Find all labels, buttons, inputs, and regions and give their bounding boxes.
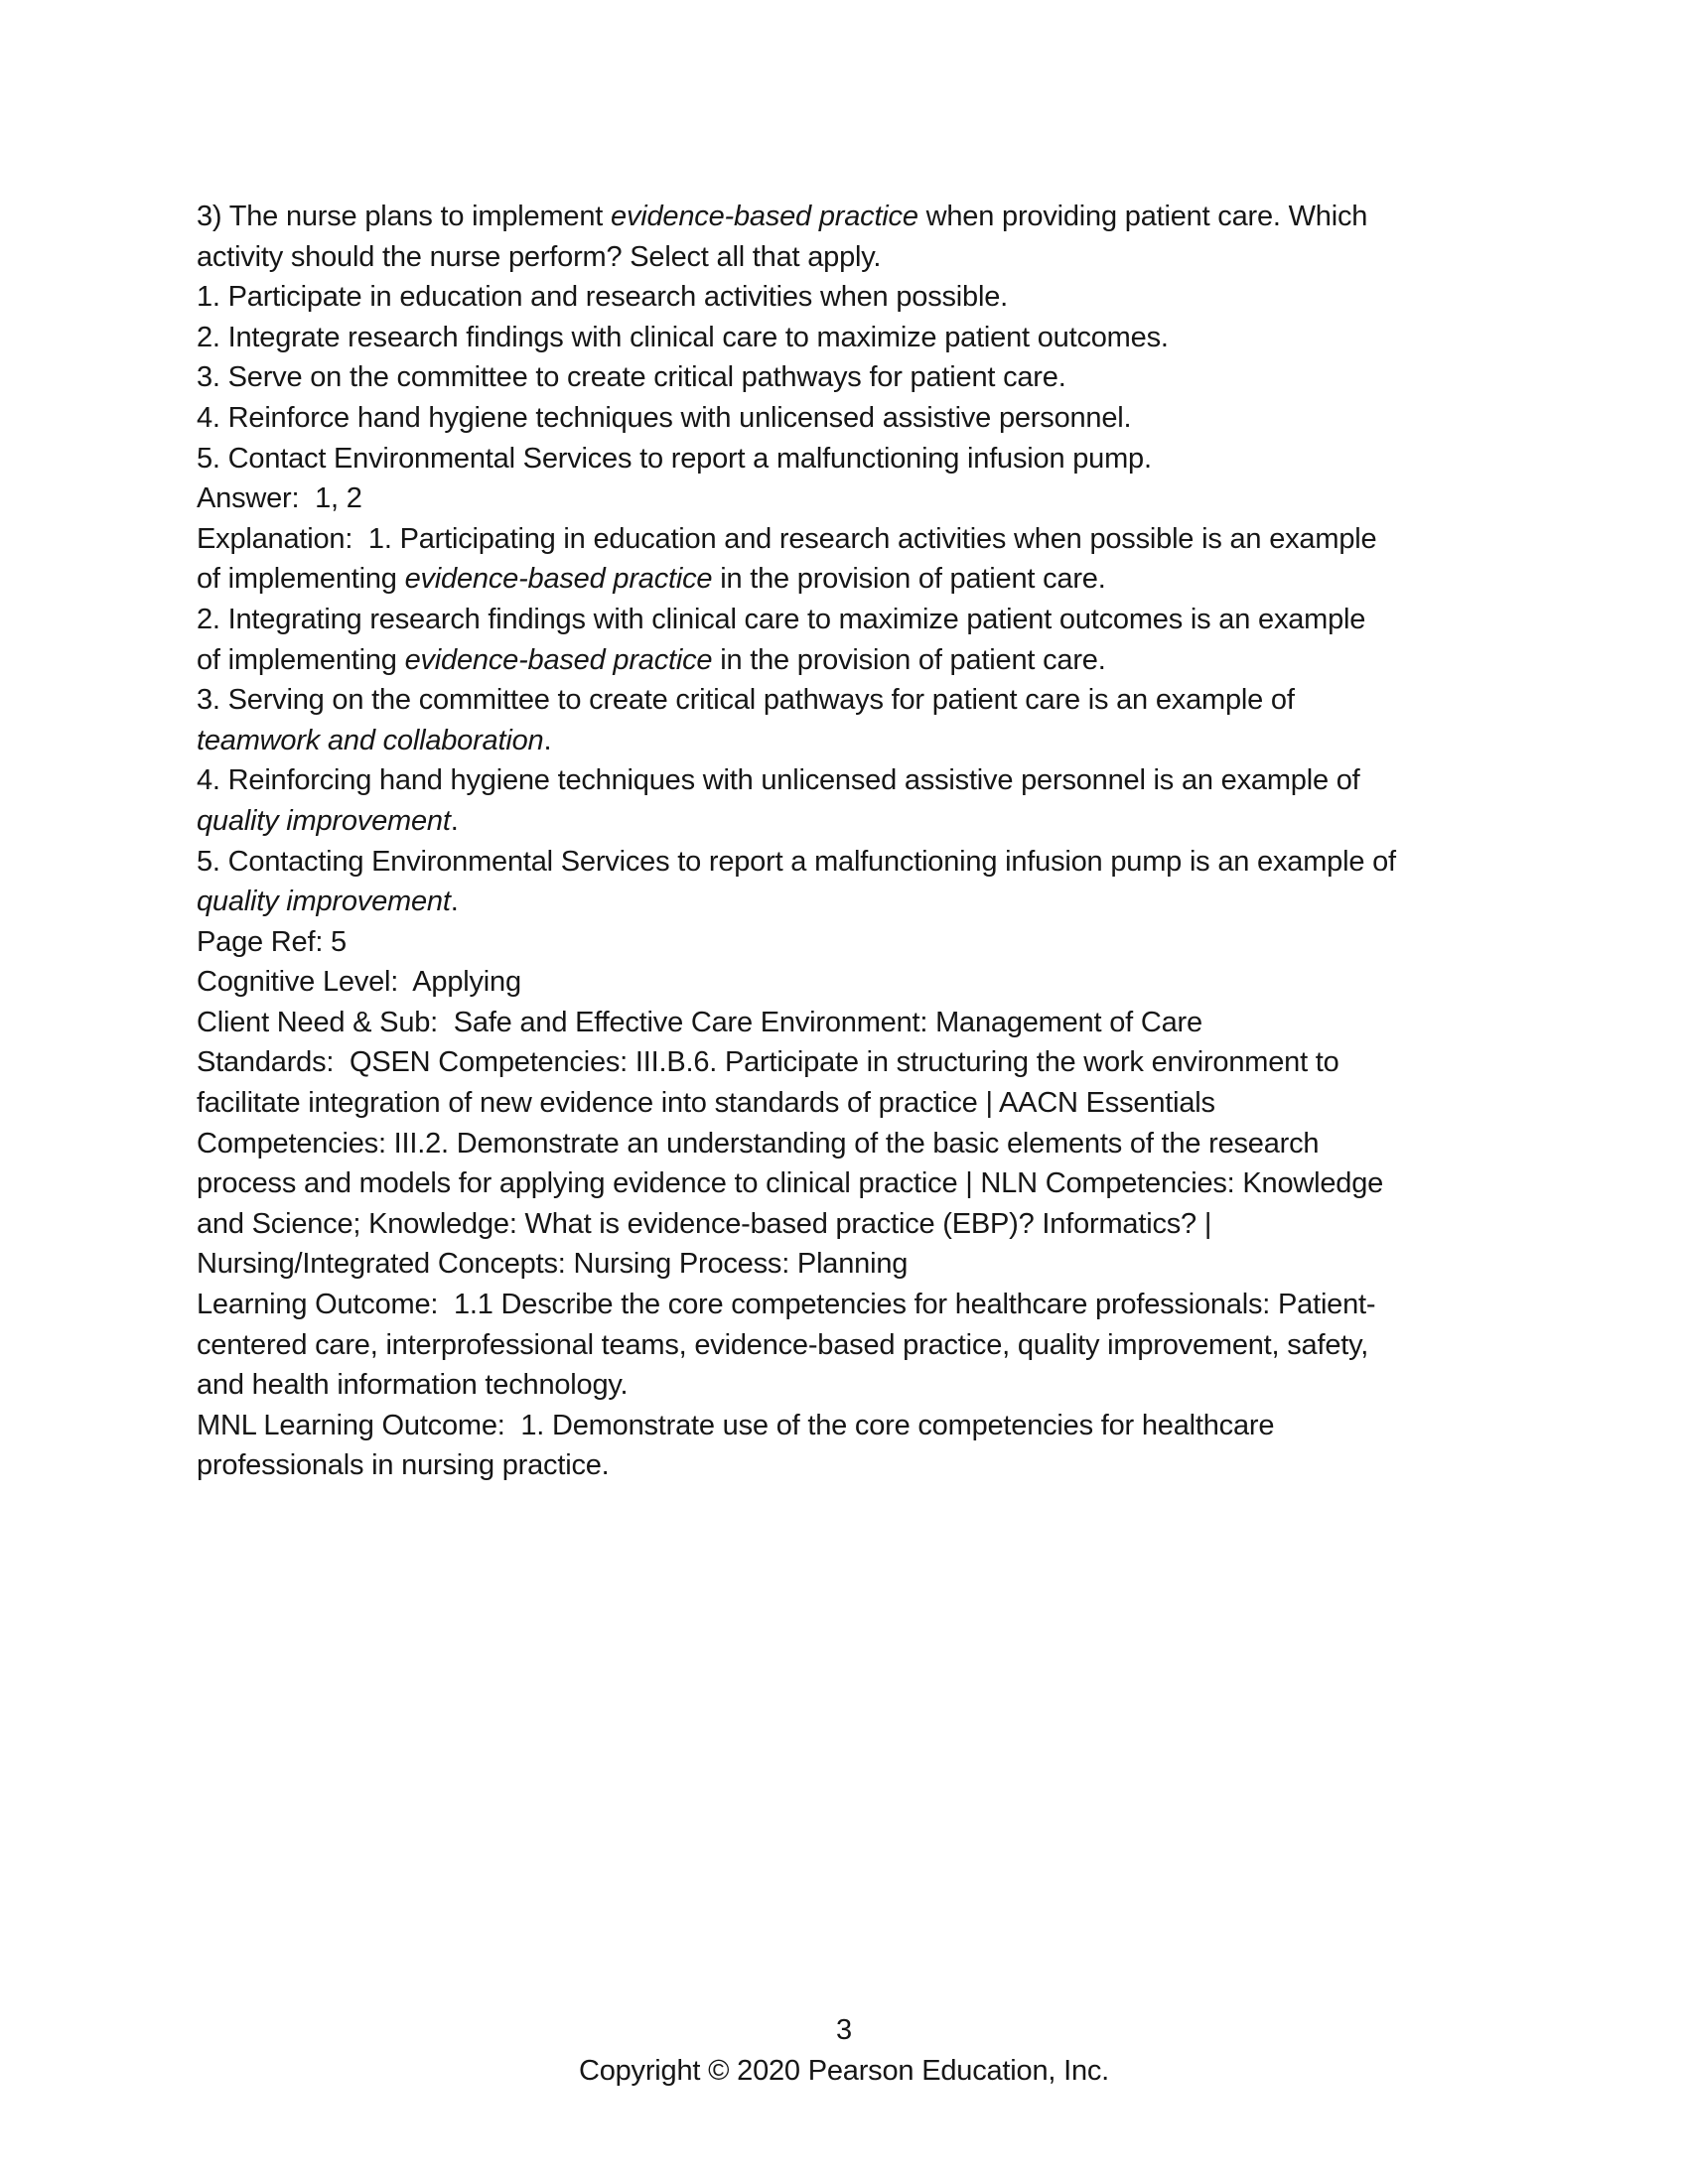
- text-run: 1. Participate in education and research activities when possible.: [197, 281, 1008, 314]
- text-line: [197, 1163, 1597, 1204]
- text-run: 3. Serving on the committee to create critical pathways for patient care is an example of: [197, 684, 1295, 717]
- text-run: MNL Learning Outcome: 1. Demonstrate use of the core competencies for healthcare: [197, 1409, 1275, 1441]
- text-line: [197, 237, 1597, 278]
- text-run: centered care, interprofessional teams, evidence-based practice, quality improvement, safety,: [197, 1328, 1369, 1361]
- text-line: [197, 398, 1597, 439]
- text-line: [197, 1003, 1597, 1043]
- text-run: 2. Integrating research findings with clinical care to maximize patient outcomes is an example: [197, 603, 1366, 635]
- text-line: [197, 1325, 1597, 1366]
- text-run: in the provision of patient care.: [712, 643, 1106, 676]
- text-run: 4. Reinforcing hand hygiene techniques with unlicensed assistive personnel is an example of: [197, 764, 1360, 797]
- text-run: of implementing: [197, 643, 405, 676]
- text-run: professionals in nursing practice.: [197, 1449, 610, 1482]
- text-line: [197, 1365, 1597, 1406]
- text-run: 3. Serve on the committee to create critical pathways for patient care.: [197, 361, 1066, 394]
- text-run: in the provision of patient care.: [712, 563, 1106, 596]
- text-line: [197, 760, 1597, 801]
- text-line: [197, 318, 1597, 358]
- text-run: Explanation: 1. Participating in education and research activities when possible is an example: [197, 522, 1377, 555]
- text-line: [197, 721, 1597, 761]
- text-run: .: [450, 886, 459, 918]
- text-run: process and models for applying evidence to clinical practice | NLN Competencies: Knowledge: [197, 1167, 1384, 1200]
- text-run: and health information technology.: [197, 1369, 629, 1402]
- text-run: .: [543, 724, 552, 756]
- text-run: 5. Contact Environmental Services to report a malfunctioning infusion pump.: [197, 442, 1152, 475]
- italic-text-run: evidence-based practice: [611, 201, 918, 232]
- text-line: [197, 559, 1597, 600]
- text-line: [197, 801, 1597, 842]
- text-run: Standards: QSEN Competencies: III.B.6. Participate in structuring the work environment to: [197, 1046, 1339, 1079]
- text-line: [197, 439, 1597, 479]
- text-line: [197, 962, 1597, 1003]
- italic-text-run: quality improvement: [197, 886, 451, 918]
- italic-text-run: quality improvement: [197, 804, 451, 837]
- text-line: [197, 842, 1597, 883]
- question-text-block: [197, 197, 1597, 1486]
- text-line: [197, 1445, 1597, 1486]
- italic-text-run: evidence-based practice: [404, 563, 713, 596]
- text-line: [197, 277, 1597, 318]
- text-line: [197, 1124, 1597, 1164]
- text-line: [197, 478, 1597, 519]
- text-run: 2. Integrate research findings with clinical care to maximize patient outcomes.: [197, 321, 1169, 353]
- text-run: of implementing: [197, 563, 405, 596]
- text-line: [197, 357, 1597, 398]
- text-run: activity should the nurse perform? Select all that apply.: [197, 240, 882, 273]
- text-line: [197, 1406, 1597, 1446]
- text-run: Learning Outcome: 1.1 Describe the core competencies for healthcare professionals: Patient-: [197, 1289, 1376, 1321]
- text-line: [197, 1285, 1597, 1325]
- text-line: [197, 600, 1597, 640]
- text-run: Client Need & Sub: Safe and Effective Care Environment: Management of Care: [197, 1006, 1202, 1038]
- text-run: .: [450, 804, 459, 837]
- page-footer: [0, 2010, 1688, 2091]
- text-run: Answer: 1, 2: [197, 482, 362, 515]
- text-run: facilitate integration of new evidence into standards of practice | AACN Essentials: [197, 1087, 1215, 1120]
- text-run: 5. Contacting Environmental Services to report a malfunctioning infusion pump is an example of: [197, 845, 1396, 878]
- text-line: [197, 1204, 1597, 1245]
- italic-text-run: evidence-based practice: [404, 643, 713, 676]
- text-line: [197, 1042, 1597, 1083]
- text-run: Page Ref: 5: [197, 925, 347, 958]
- text-run: Nursing/Integrated Concepts: Nursing Process: Planning: [197, 1248, 909, 1281]
- text-run: when providing patient care. Which: [917, 201, 1368, 232]
- copyright-line: Copyright © 2020 Pearson Education, Inc.: [578, 2054, 1110, 2087]
- text-line: [197, 197, 1597, 237]
- text-line: [197, 922, 1597, 963]
- text-line: [197, 882, 1597, 922]
- text-line: [197, 1083, 1597, 1124]
- text-line: [197, 680, 1597, 721]
- italic-text-run: teamwork and collaboration: [197, 724, 544, 756]
- page-number: 3: [836, 2014, 852, 2046]
- text-run: Competencies: III.2. Demonstrate an understanding of the basic elements of the research: [197, 1127, 1320, 1160]
- text-line: [197, 519, 1597, 560]
- text-run: 4. Reinforce hand hygiene techniques with unlicensed assistive personnel.: [197, 401, 1132, 434]
- text-line: [197, 1244, 1597, 1285]
- text-run: and Science; Knowledge: What is evidence-based practice (EBP)? Informatics? |: [197, 1207, 1212, 1240]
- text-run: Cognitive Level: Applying: [197, 966, 521, 999]
- text-line: [197, 640, 1597, 681]
- text-run: 3) The nurse plans to implement: [197, 201, 612, 232]
